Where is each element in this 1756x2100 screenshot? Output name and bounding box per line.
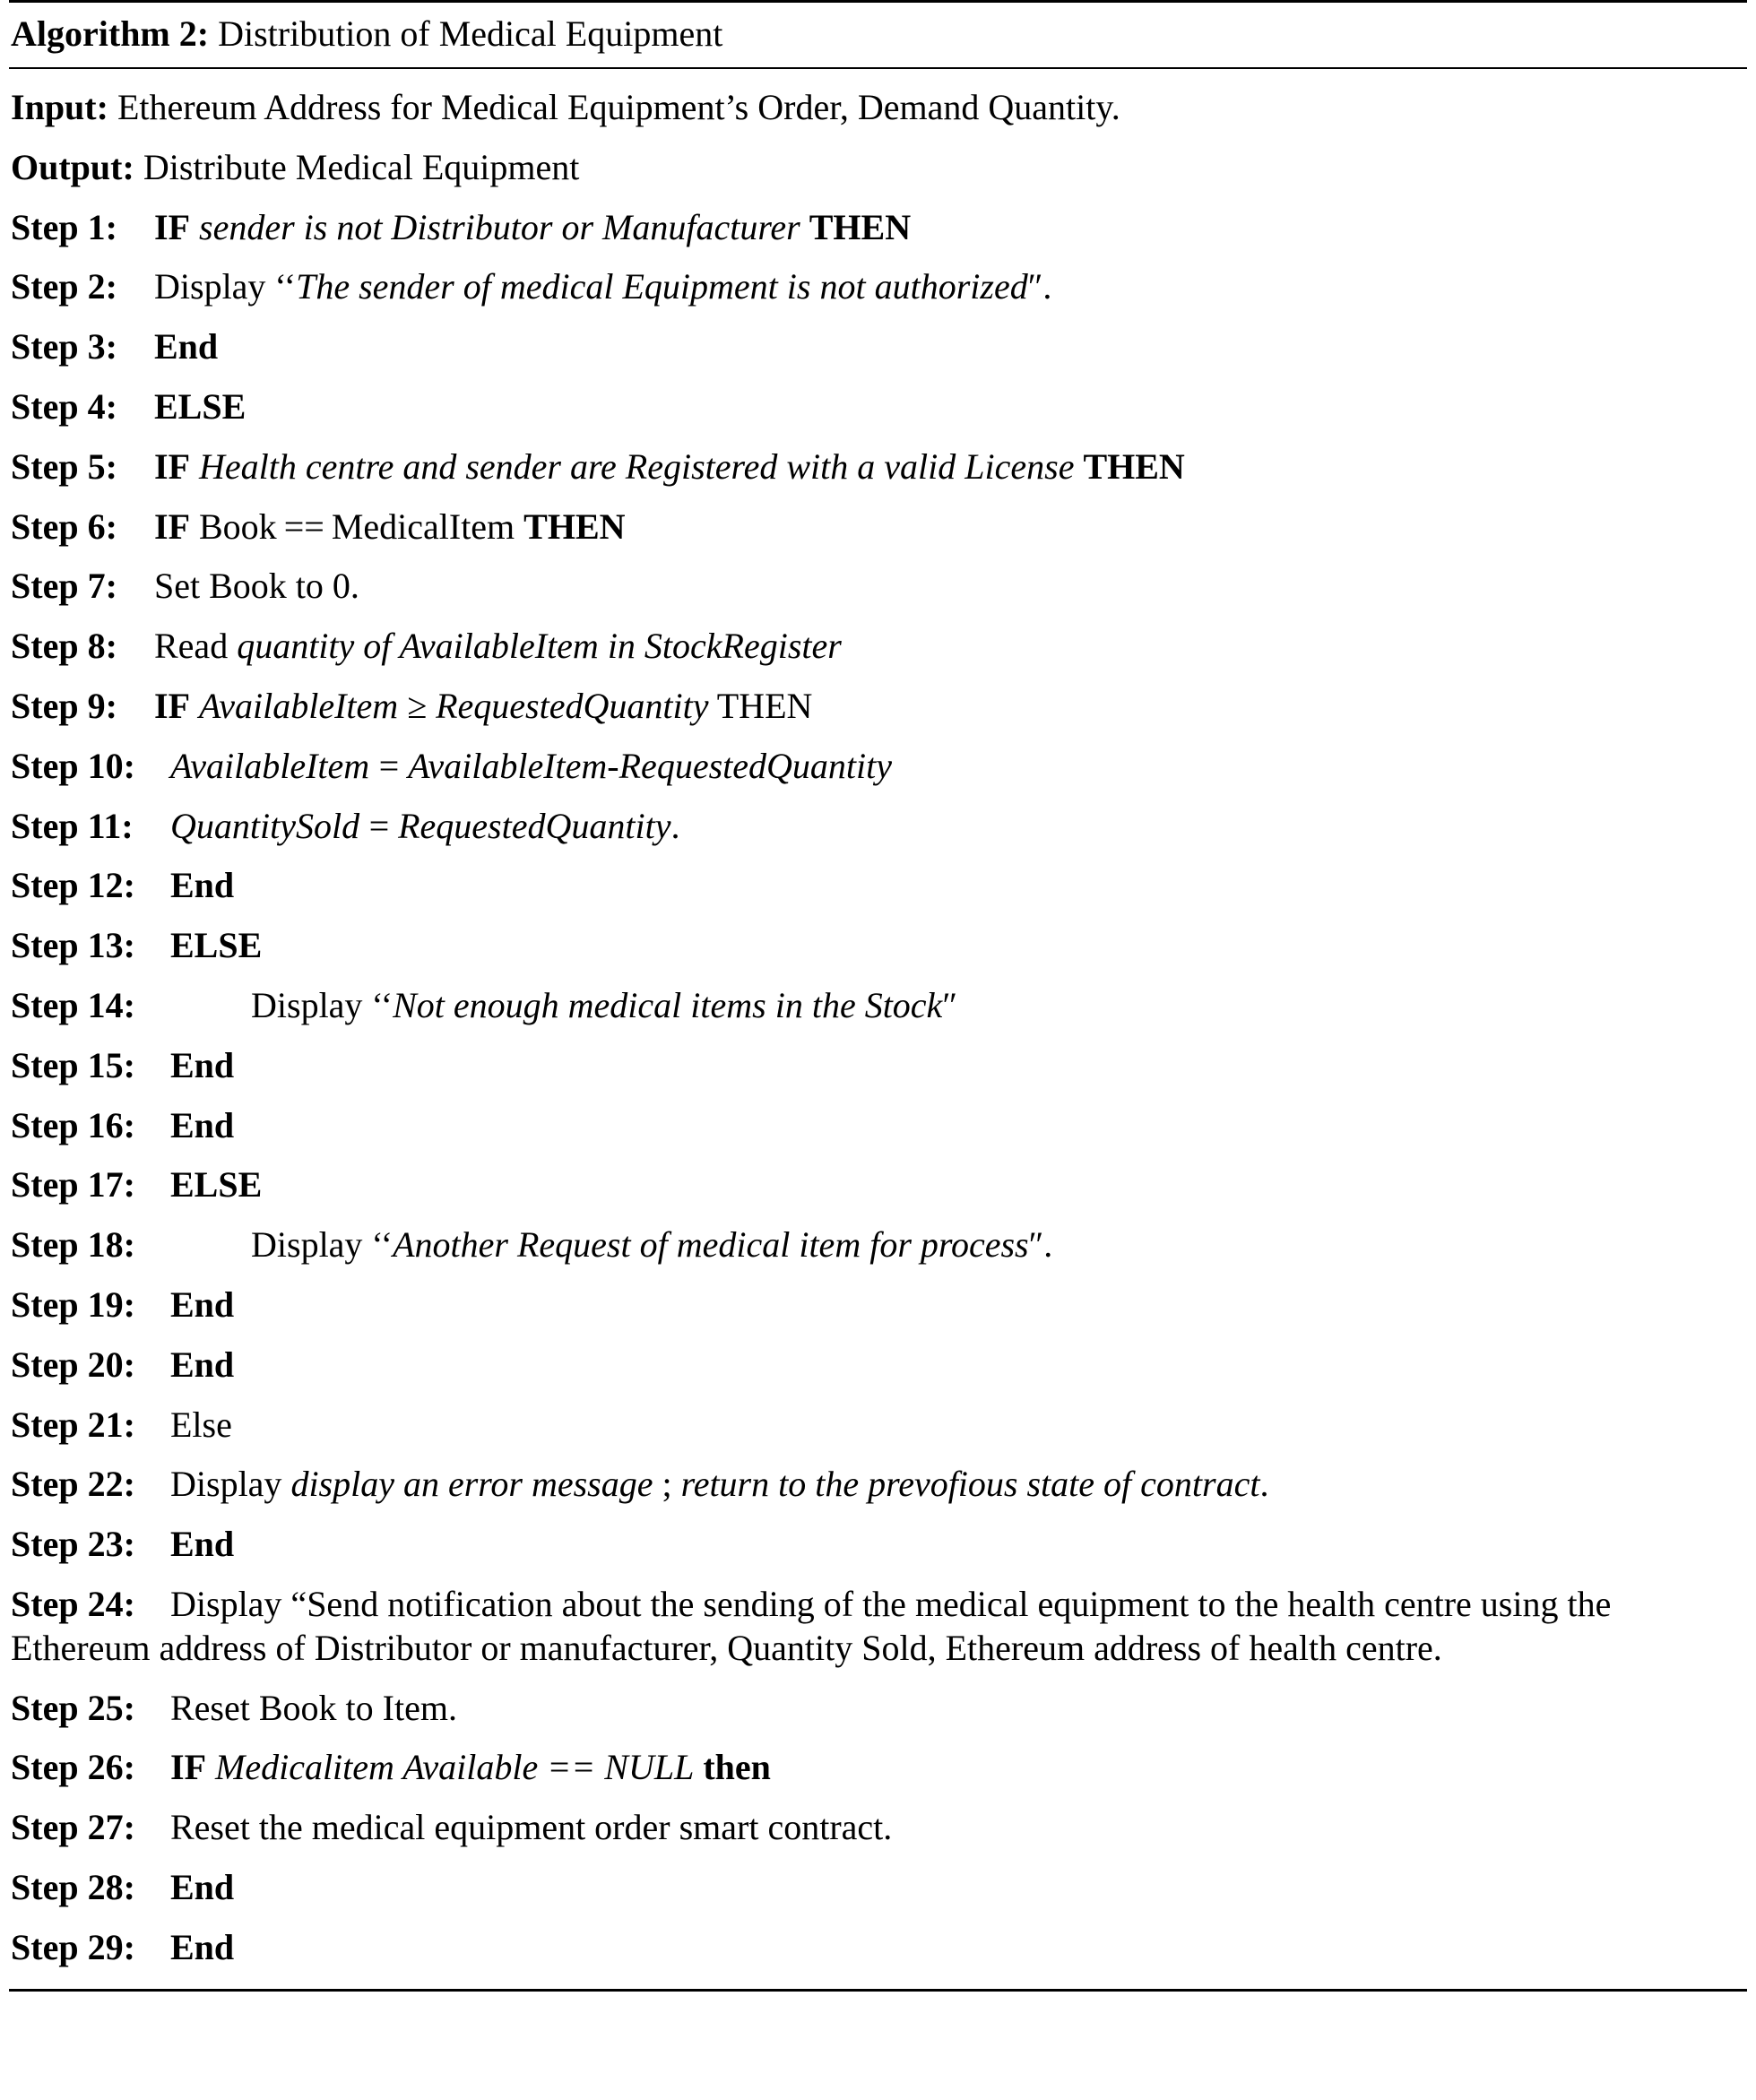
step-line: Step 21: Else bbox=[11, 1396, 1745, 1456]
step-tag: Step 10: bbox=[11, 745, 135, 786]
step-tag: Step 16: bbox=[11, 1104, 135, 1145]
step-tag: Step 3: bbox=[11, 326, 117, 367]
step-tag: Step 1: bbox=[11, 206, 117, 247]
step-tag: Step 11: bbox=[11, 805, 134, 846]
step-tag: Step 13: bbox=[11, 925, 135, 966]
step-line: Step 15: End bbox=[11, 1036, 1745, 1096]
bottom-rule bbox=[9, 1989, 1747, 1992]
step-text: Display “Send notification about the sending of the medical equipment to the health centre using the Ethereum address of Distributor or manufacturer, Quantity Sold, Ethereum address of health centre. bbox=[11, 1583, 1612, 1668]
step-tag: Step 18: bbox=[11, 1224, 135, 1266]
algorithm-title: Distribution of Medical Equipment bbox=[218, 13, 723, 54]
algorithm-body bbox=[9, 69, 1747, 1989]
step-tag: Step 14: bbox=[11, 984, 135, 1025]
step-line: Step 2: Display ‘‘The sender of medical Equipment is not authorized″. bbox=[11, 257, 1745, 317]
step-tag: Step 20: bbox=[11, 1344, 135, 1385]
output-text: Distribute Medical Equipment bbox=[143, 146, 580, 187]
step-tag: Step 5: bbox=[11, 445, 117, 487]
step-line: Step 7: Set Book to 0. bbox=[11, 557, 1745, 617]
step-line: Step 27: Reset the medical equipment order smart contract. bbox=[11, 1798, 1745, 1858]
step-line: Step 29: End bbox=[11, 1918, 1745, 1978]
step-tag: Step 28: bbox=[11, 1866, 135, 1907]
step-line: Step 5: IF Health centre and sender are Registered with a valid License THEN bbox=[11, 437, 1745, 497]
step-line: Step 25: Reset Book to Item. bbox=[11, 1679, 1745, 1739]
step-line: Step 16: End bbox=[11, 1096, 1745, 1156]
step-tag: Step 15: bbox=[11, 1044, 135, 1085]
step-line: Step 28: End bbox=[11, 1858, 1745, 1918]
step-tag: Step 4: bbox=[11, 385, 117, 427]
step-line: Step 17: ELSE bbox=[11, 1155, 1745, 1215]
step-tag: Step 2: bbox=[11, 266, 117, 307]
step-tag: Step 12: bbox=[11, 865, 135, 906]
step-line: Step 20: End bbox=[11, 1335, 1745, 1396]
step-tag: Step 8: bbox=[11, 626, 117, 667]
step-line: Step 1: IF sender is not Distributor or Manufacturer THEN bbox=[11, 198, 1745, 258]
step-line: Step 3: End bbox=[11, 317, 1745, 377]
step-line: Step 14: Display ‘‘Not enough medical items in the Stock″ bbox=[11, 976, 1745, 1036]
algorithm-label: Algorithm 2: bbox=[11, 13, 210, 54]
step-line: Step 8: Read quantity of AvailableItem in StockRegister bbox=[11, 617, 1745, 677]
step-tag: Step 7: bbox=[11, 566, 117, 607]
output-line bbox=[11, 138, 1745, 198]
step-tag: Step 21: bbox=[11, 1404, 135, 1445]
step-line: Step 22: Display display an error message ; return to the prevofious state of contract. bbox=[11, 1455, 1745, 1515]
step-line: Step 19: End bbox=[11, 1275, 1745, 1335]
input-line bbox=[11, 78, 1745, 138]
step-line bbox=[11, 1575, 1745, 1679]
step-tag: Step 9: bbox=[11, 685, 117, 726]
input-label: Input: bbox=[11, 87, 108, 127]
step-tag: Step 19: bbox=[11, 1283, 135, 1325]
input-text: Ethereum Address for Medical Equipment’s Order, Demand Quantity. bbox=[117, 87, 1120, 127]
step-tag: Step 17: bbox=[11, 1164, 135, 1206]
step-tag: Step 27: bbox=[11, 1807, 135, 1848]
step-line: Step 26: IF Medicalitem Available == NULL then bbox=[11, 1738, 1745, 1798]
step-line: Step 13: ELSE bbox=[11, 916, 1745, 976]
step-line: Step 9: IF AvailableItem ≥ RequestedQuantity THEN bbox=[11, 677, 1745, 737]
step-tag: Step 26: bbox=[11, 1747, 135, 1788]
step-line: Step 6: IF Book == MedicalItem THEN bbox=[11, 497, 1745, 557]
step-tag: Step 29: bbox=[11, 1926, 135, 1967]
output-label: Output: bbox=[11, 146, 134, 187]
step-line: Step 12: End bbox=[11, 856, 1745, 916]
step-tag: Step 23: bbox=[11, 1524, 135, 1565]
step-tag: Step 25: bbox=[11, 1687, 135, 1728]
step-tag: Step 6: bbox=[11, 506, 117, 547]
step-line: Step 18: Display ‘‘Another Request of medical item for process″. bbox=[11, 1215, 1745, 1275]
step-tag: Step 24: bbox=[11, 1583, 135, 1624]
step-line: Step 23: End bbox=[11, 1515, 1745, 1575]
algorithm-title-row bbox=[9, 3, 1747, 67]
step-tag: Step 22: bbox=[11, 1464, 135, 1505]
step-line: Step 11: QuantitySold = RequestedQuantity. bbox=[11, 797, 1745, 857]
step-line: Step 10: AvailableItem = AvailableItem-RequestedQuantity bbox=[11, 737, 1745, 797]
step-line: Step 4: ELSE bbox=[11, 377, 1745, 437]
